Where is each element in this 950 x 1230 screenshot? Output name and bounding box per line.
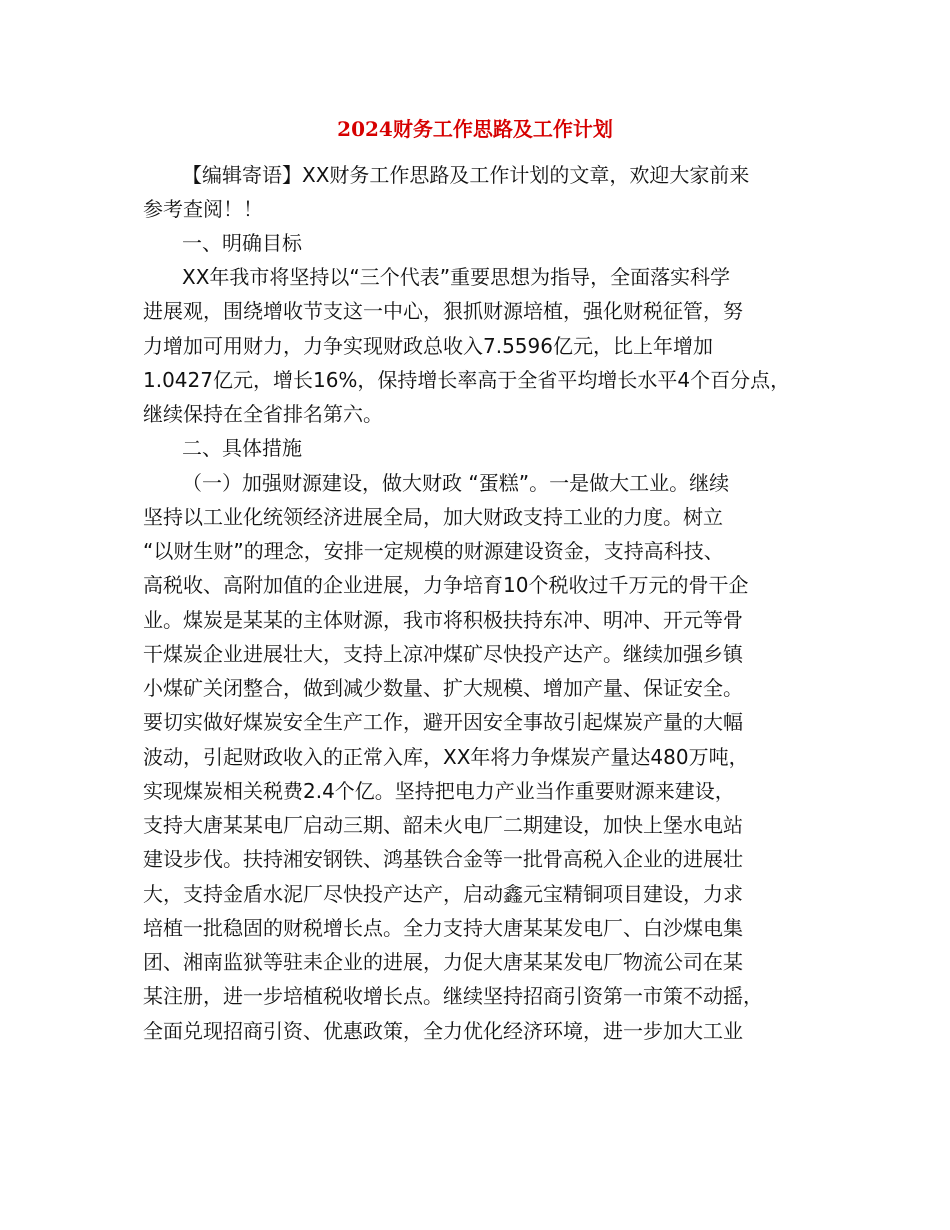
paragraph-line: 1.0427亿元，增长16%，保持增长率高于全省平均增长水平4个百分点， — [143, 368, 791, 392]
paragraph-line: 高税收、高附加值的企业进展，力争培育10个税收过千万元的骨干企 — [143, 573, 749, 597]
paragraph-line: 实现煤炭相关税费2.4个亿。坚持把电力产业当作重要财源来建设， — [143, 779, 735, 803]
section-heading: 一、明确目标 — [182, 231, 302, 255]
paragraph-line: 支持大唐某某电厂启动三期、韶未火电厂二期建设，加快上堡水电站 — [143, 813, 743, 837]
paragraph-line: 力增加可用财力，力争实现财政总收入7.5596亿元，比上年增加 — [143, 334, 713, 358]
paragraph-line: “以财生财”的理念，安排一定规模的财源建设资金，支持高科技、 — [143, 539, 724, 563]
paragraph-line: XX年我市将坚持以“三个代表”重要思想为指导，全面落实科学 — [182, 265, 731, 289]
paragraph-line: 【编辑寄语】XX财务工作思路及工作计划的文章，欢迎大家前来 — [182, 163, 750, 187]
paragraph-line: 坚持以工业化统领经济进展全局，加大财政支持工业的力度。树立 — [143, 505, 723, 529]
paragraph-line: 参考查阅！！ — [143, 197, 263, 221]
section-heading: 二、具体措施 — [182, 436, 302, 460]
paragraph-line: 进展观，围绕增收节支这一中心，狠抓财源培植，强化财税征管，努 — [143, 299, 743, 323]
paragraph-line: 波动，引起财政收入的正常入库，XX年将力争煤炭产量达480万吨， — [143, 745, 749, 769]
paragraph-line: （一）加强财源建设，做大财政 “蛋糕”。一是做大工业。继续 — [182, 471, 730, 495]
paragraph-line: 全面兑现招商引资、优惠政策，全力优化经济环境，进一步加大工业 — [143, 1019, 743, 1043]
paragraph-line: 大，支持金盾水泥厂尽快投产达产，启动鑫元宝精铜项目建设，力求 — [143, 882, 743, 906]
paragraph-line: 培植一批稳固的财税增长点。全力支持大唐某某发电厂、白沙煤电集 — [143, 916, 743, 940]
paragraph-line: 建设步伐。扶持湘安钢铁、鸿基铁合金等一批骨高税入企业的进展壮 — [143, 847, 743, 871]
paragraph-line: 干煤炭企业进展壮大，支持上凉冲煤矿尽快投产达产。继续加强乡镇 — [143, 642, 743, 666]
paragraph-line: 某注册，进一步培植税收增长点。继续坚持招商引资第一市策不动摇， — [143, 984, 763, 1008]
document-title: 2024财务工作思路及工作计划 — [337, 117, 613, 141]
paragraph-line: 业。煤炭是某某的主体财源，我市将积极扶持东冲、明冲、开元等骨 — [143, 608, 743, 632]
paragraph-line: 团、湘南监狱等驻耒企业的进展，力促大唐某某发电厂物流公司在某 — [143, 950, 743, 974]
paragraph-line: 继续保持在全省排名第六。 — [143, 402, 383, 426]
paragraph-line: 要切实做好煤炭安全生产工作，避开因安全事故引起煤炭产量的大幅 — [143, 710, 743, 734]
paragraph-line: 小煤矿关闭整合，做到减少数量、扩大规模、增加产量、保证安全。 — [143, 676, 743, 700]
